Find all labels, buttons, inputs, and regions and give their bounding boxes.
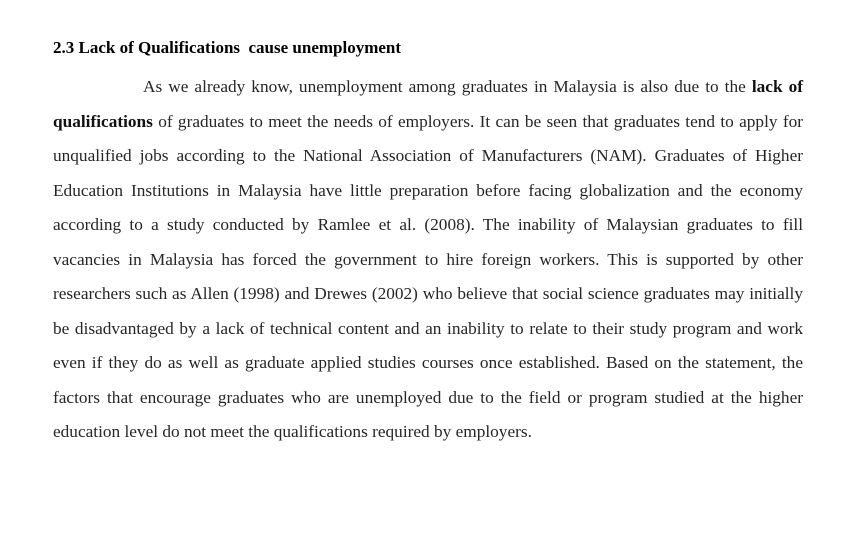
paragraph-text-start: As we already know, unemployment among graduates in Malaysia is also due to the bbox=[143, 77, 752, 96]
section-heading: 2.3 Lack of Qualifications cause unemployment bbox=[53, 38, 402, 57]
bold-phrase: lack of qualifications bbox=[53, 77, 803, 131]
body-paragraph bbox=[53, 70, 803, 450]
document-page bbox=[53, 36, 803, 450]
paragraph-text-rest: of graduates to meet the needs of employers. It can be seen that graduates tend to apply for unqualified jobs according to the National Association of Manufacturers (NAM). Graduates of Higher Education Institutions in Malaysia have little preparation before facing globalization and the economy according to a study conducted by Ramlee et al. (2008). The inability of Malaysian graduates to fill vacancies in Malaysia has forced the government to hire foreign workers. This is supported by other researchers such as Allen (1998) and Drewes (2002) who believe that social science graduates may initially be disadvantaged by a lack of technical content and an inability to relate to their study program and work even if they do as well as graduate applied studies courses once established. Based on the statement, the factors that encourage graduates who are unemployed due to the field or program studied at the higher education level do not meet the qualifications required by employers. bbox=[53, 111, 803, 441]
